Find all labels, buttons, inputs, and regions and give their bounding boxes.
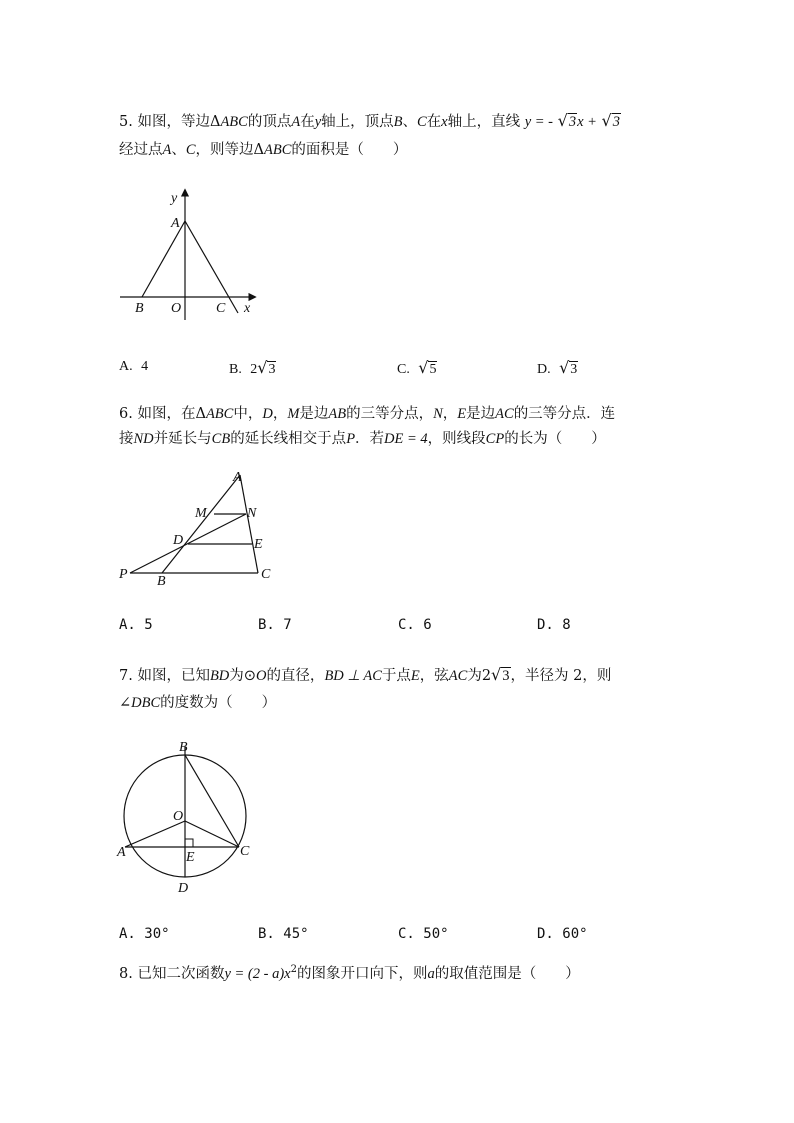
segment-ac: [240, 475, 258, 573]
option-value: 4: [141, 359, 149, 374]
q6-option-a: A. 5: [119, 617, 153, 633]
option-label: B.: [229, 362, 242, 377]
label-y: y: [171, 191, 178, 206]
point-label: C: [185, 142, 196, 158]
point-label: N: [433, 406, 443, 422]
point-label: M: [287, 406, 300, 422]
option-coef: 2: [250, 362, 258, 377]
option-label: D.: [537, 362, 551, 377]
label-d: D: [178, 881, 189, 896]
q5-option-d: [537, 358, 578, 378]
q5-text: 在: [426, 114, 442, 130]
label-c: C: [216, 301, 226, 316]
q5-text: 在: [300, 114, 315, 130]
q7-text: 于点: [381, 668, 411, 684]
q6-text: 的延长线相交于点: [230, 431, 347, 447]
q6-option-b: B. 7: [258, 617, 292, 633]
label-b: B: [135, 301, 144, 316]
variable: a: [427, 965, 435, 982]
separator: ，: [442, 406, 458, 422]
q7-option-d: D. 60°: [537, 926, 588, 942]
label-b: B: [157, 574, 166, 589]
point-label: E: [410, 668, 420, 684]
q6-line-1: [119, 404, 615, 424]
segment-label: AC: [448, 668, 468, 684]
q7-text: 如图，已知: [137, 668, 210, 684]
point-label: C: [416, 114, 427, 130]
segment-ac: [185, 221, 238, 313]
q5-figure: [115, 185, 265, 325]
equation-part: x +: [577, 114, 597, 130]
sqrt-3: √3: [491, 665, 510, 684]
q6-text: 是边: [466, 406, 496, 422]
segment-label: CB: [211, 431, 231, 447]
angle-label: DBC: [131, 695, 161, 711]
radicand: 3: [568, 114, 577, 130]
delta-symbol: Δ: [209, 114, 221, 130]
point-label: A: [162, 142, 172, 158]
radicand: 5: [429, 362, 437, 377]
triangle-label: ABC: [205, 406, 234, 422]
label-a: A: [233, 470, 242, 485]
q6-text: ，则线段: [427, 431, 486, 447]
q5-text: 的顶点: [247, 114, 292, 130]
q5-text: 经过点: [119, 142, 163, 158]
q5-text: 轴上，直线: [447, 114, 521, 130]
exponent: 2: [290, 964, 297, 975]
q5-option-b: [229, 358, 276, 378]
q6-text: 的长为（ ）: [504, 431, 606, 447]
label-m: M: [195, 506, 207, 521]
segment-ab: [142, 221, 185, 297]
q5-text: 的面积是（ ）: [291, 142, 408, 158]
point-label: O: [255, 668, 267, 684]
radicand: 3: [502, 668, 510, 684]
q6-text: 如图，在: [137, 406, 196, 422]
point-label: E: [457, 406, 467, 422]
q5-line-1: [119, 111, 621, 132]
label-c: C: [261, 567, 271, 582]
label-e: E: [186, 850, 195, 865]
q6-text: 是边: [299, 406, 329, 422]
separator: ，: [272, 406, 288, 422]
q6-text: 接: [119, 431, 134, 447]
q6-text: ．若: [355, 431, 385, 447]
equation-part: BD ⊥ AC: [324, 668, 382, 684]
q6-line-2: [119, 429, 606, 449]
line-equation: [524, 111, 621, 130]
q6-option-c: C. 6: [398, 617, 432, 633]
equation-part: y = -: [524, 114, 554, 130]
label-a: A: [117, 845, 126, 860]
segment-bc: [185, 755, 239, 847]
q6-number: 6.: [119, 406, 133, 422]
q7-option-c: C. 50°: [398, 926, 449, 942]
point-label: B: [393, 114, 403, 130]
label-n: N: [247, 506, 257, 521]
segment-ab: [162, 475, 240, 573]
right-angle-mark: [185, 839, 193, 847]
sqrt-3: √3: [559, 358, 578, 377]
q5-option-c: [397, 358, 437, 378]
delta-symbol: Δ: [253, 142, 265, 158]
q7-line-1: [119, 665, 611, 686]
axis-label: y: [314, 114, 322, 130]
radicand: 3: [570, 362, 578, 377]
label-x: x: [244, 301, 251, 316]
q8-number: 8.: [119, 965, 133, 982]
q7-line-2: [119, 693, 276, 713]
q7-option-a: A. 30°: [119, 926, 170, 942]
radicand: 3: [612, 114, 620, 130]
q5-option-a: [119, 358, 148, 375]
option-label: C.: [397, 362, 410, 377]
q7-figure: [115, 735, 265, 900]
q7-number: 7.: [119, 668, 133, 684]
label-p: P: [119, 567, 128, 582]
label-e: E: [254, 537, 263, 552]
q8-text: 的取值范围是（ ）: [434, 965, 580, 982]
segment-label: AB: [328, 406, 347, 422]
q7-text: 为: [467, 668, 482, 684]
triangle-label: ABC: [220, 114, 248, 130]
label-c: C: [240, 844, 250, 859]
label-b: B: [179, 740, 188, 755]
segment-label: BD: [209, 668, 230, 684]
circle-dot-icon: ⊙: [243, 668, 256, 684]
q6-text: 中，: [233, 406, 263, 422]
q6-text: 并延长与: [153, 431, 212, 447]
q7-text: 的直径，: [266, 668, 325, 684]
q5-text: 如图，等边: [137, 114, 210, 130]
axis-label: x: [441, 114, 448, 130]
point-label: D: [262, 406, 273, 422]
q5-text: 轴上，顶点: [321, 114, 394, 130]
q7-text: 为: [229, 668, 244, 684]
angle-symbol: ∠: [119, 695, 132, 711]
segment-label: CP: [485, 431, 505, 447]
q6-figure: [115, 465, 285, 590]
q7-text: 的度数为（ ）: [160, 695, 277, 711]
sqrt-3: √3: [557, 111, 577, 130]
q7-option-b: B. 45°: [258, 926, 309, 942]
q7-text: ，弦: [419, 668, 449, 684]
sqrt-3: √3: [257, 358, 276, 377]
sqrt-3: √3: [601, 111, 620, 130]
separator: 、: [402, 114, 417, 130]
q6-text: 的三等分点．连: [513, 406, 616, 422]
label-a: A: [171, 216, 180, 231]
triangle-label: ABC: [264, 142, 292, 158]
segment-label: ND: [133, 431, 154, 447]
q8-text: 已知二次函数: [137, 965, 225, 982]
point-label: P: [346, 431, 356, 447]
q5-number: 5.: [119, 114, 133, 130]
sqrt-5: √5: [418, 358, 437, 377]
q6-option-d: D. 8: [537, 617, 571, 633]
equation-part: y = (2 - a)x: [224, 965, 291, 982]
point-label: A: [291, 114, 301, 130]
coef: 2: [481, 668, 492, 684]
radicand: 3: [268, 362, 276, 377]
q8-line-1: [119, 960, 580, 984]
q5-text: ，则等边: [195, 142, 254, 158]
q5-line-2: [119, 140, 407, 160]
q6-text: 的三等分点，: [346, 406, 434, 422]
q7-text: ，半径为 2，则: [510, 668, 612, 684]
option-label: A.: [119, 359, 133, 374]
equation-part: DE = 4: [384, 431, 428, 447]
separator: 、: [171, 142, 186, 158]
segment-label: AC: [495, 406, 514, 422]
delta-symbol: Δ: [195, 406, 206, 422]
label-o: O: [171, 301, 182, 316]
label-o: O: [173, 809, 184, 824]
q8-text: 的图象开口向下，则: [296, 965, 428, 982]
label-d: D: [173, 533, 184, 548]
segment-oa: [125, 821, 185, 847]
